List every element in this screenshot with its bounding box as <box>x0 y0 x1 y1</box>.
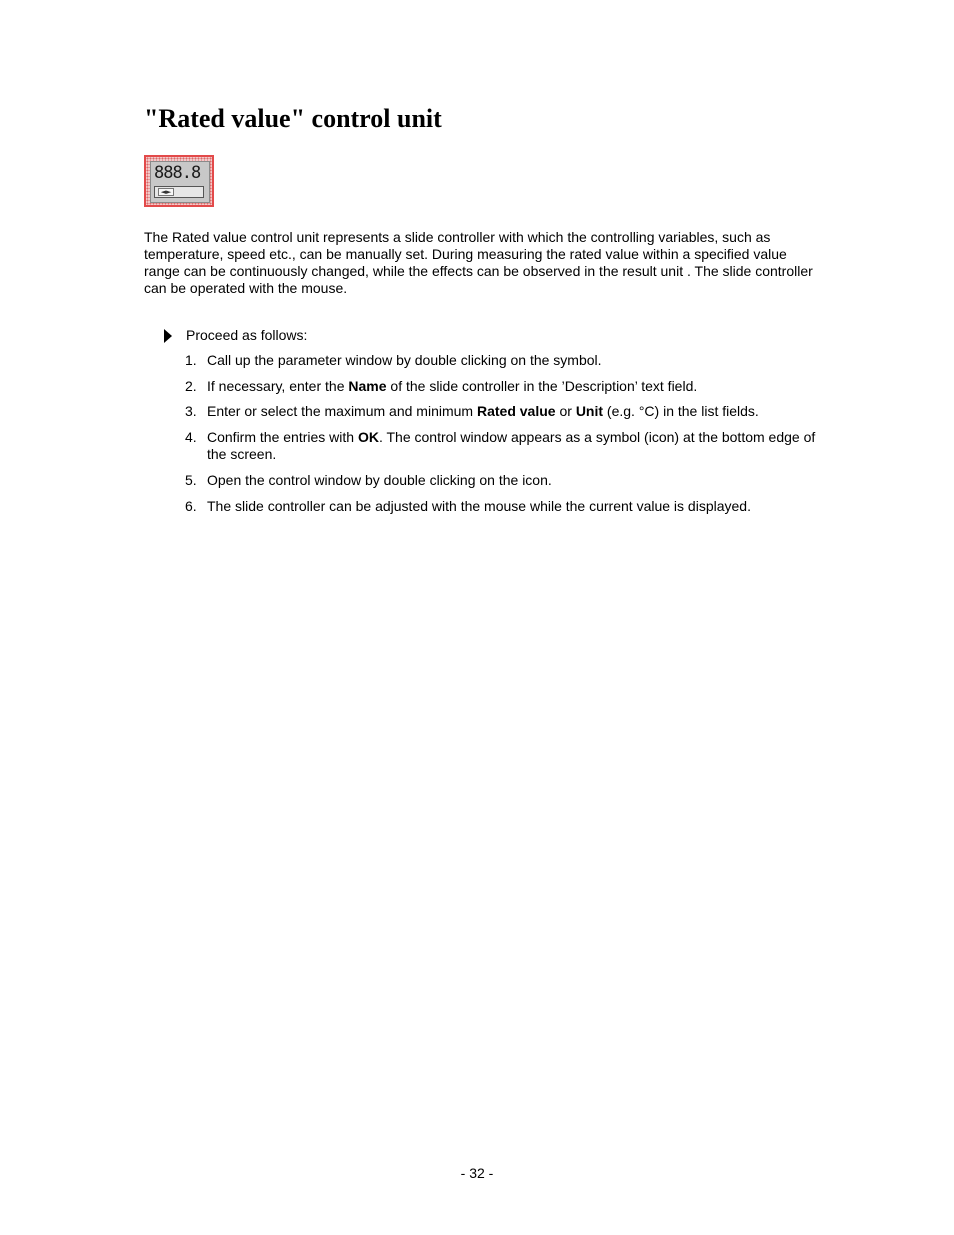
step-number: 1. <box>185 352 197 368</box>
step-item <box>185 403 825 420</box>
step-number: 3. <box>185 403 197 419</box>
step-text <box>207 352 825 369</box>
step-number: 2. <box>185 378 197 394</box>
step-text-part: Call up the parameter window by double clicking on the symbol. <box>207 352 602 368</box>
intro-paragraph: The Rated value control unit represents a slide controller with which the controlling variables, such as temperature, speed etc., can be manually set. During measuring the rated value within a specified value range can be continuously changed, while the effects can be observed in the result unit . The slide controller can be operated with the mouse. <box>144 229 813 296</box>
bold-term: Unit <box>575 403 604 419</box>
step-text <box>207 472 825 489</box>
slider-thumb-icon: ◄► <box>158 188 174 196</box>
triangle-bullet-icon <box>164 329 172 343</box>
step-number: 5. <box>185 472 197 488</box>
steps-list <box>185 352 825 515</box>
step-text-part: (e.g. °C) in the list fields. <box>603 403 759 419</box>
bold-term: Rated value <box>476 403 556 419</box>
page-number: - 32 - <box>460 1165 494 1181</box>
step-number: 4. <box>185 429 197 445</box>
step-item <box>185 498 825 515</box>
slider-track <box>154 186 204 198</box>
proceed-text: Proceed as follows: <box>186 327 308 343</box>
step-item <box>185 378 825 395</box>
step-text-part: If necessary, enter the <box>207 378 349 394</box>
bold-term: Name <box>348 378 387 394</box>
step-text-part: of the slide controller in the ’Description’ text field. <box>386 378 698 394</box>
step-text-part: or <box>555 403 576 419</box>
step-item <box>185 429 825 463</box>
step-text-part: Enter or select the maximum and minimum <box>207 403 477 419</box>
step-text <box>207 403 825 420</box>
step-text <box>207 378 825 395</box>
step-text <box>207 429 825 463</box>
step-item <box>185 472 825 489</box>
step-number: 6. <box>185 498 197 514</box>
step-text-part: . The control window appears as a symbol (icon) at the bottom edge of the screen. <box>207 429 816 462</box>
control-unit-symbol <box>150 161 210 203</box>
step-text-part: The slide controller can be adjusted with the mouse while the current value is displayed. <box>207 498 751 514</box>
digital-display: 888.8 <box>154 163 201 183</box>
bold-term: OK <box>357 429 379 445</box>
proceed-instruction <box>164 327 307 344</box>
step-text <box>207 498 825 515</box>
page-title: "Rated value" control unit <box>144 104 442 133</box>
rated-value-control-icon <box>144 155 214 207</box>
step-text-part: Open the control window by double clicking on the icon. <box>207 472 552 488</box>
step-text-part: Confirm the entries with <box>207 429 358 445</box>
step-item <box>185 352 825 369</box>
